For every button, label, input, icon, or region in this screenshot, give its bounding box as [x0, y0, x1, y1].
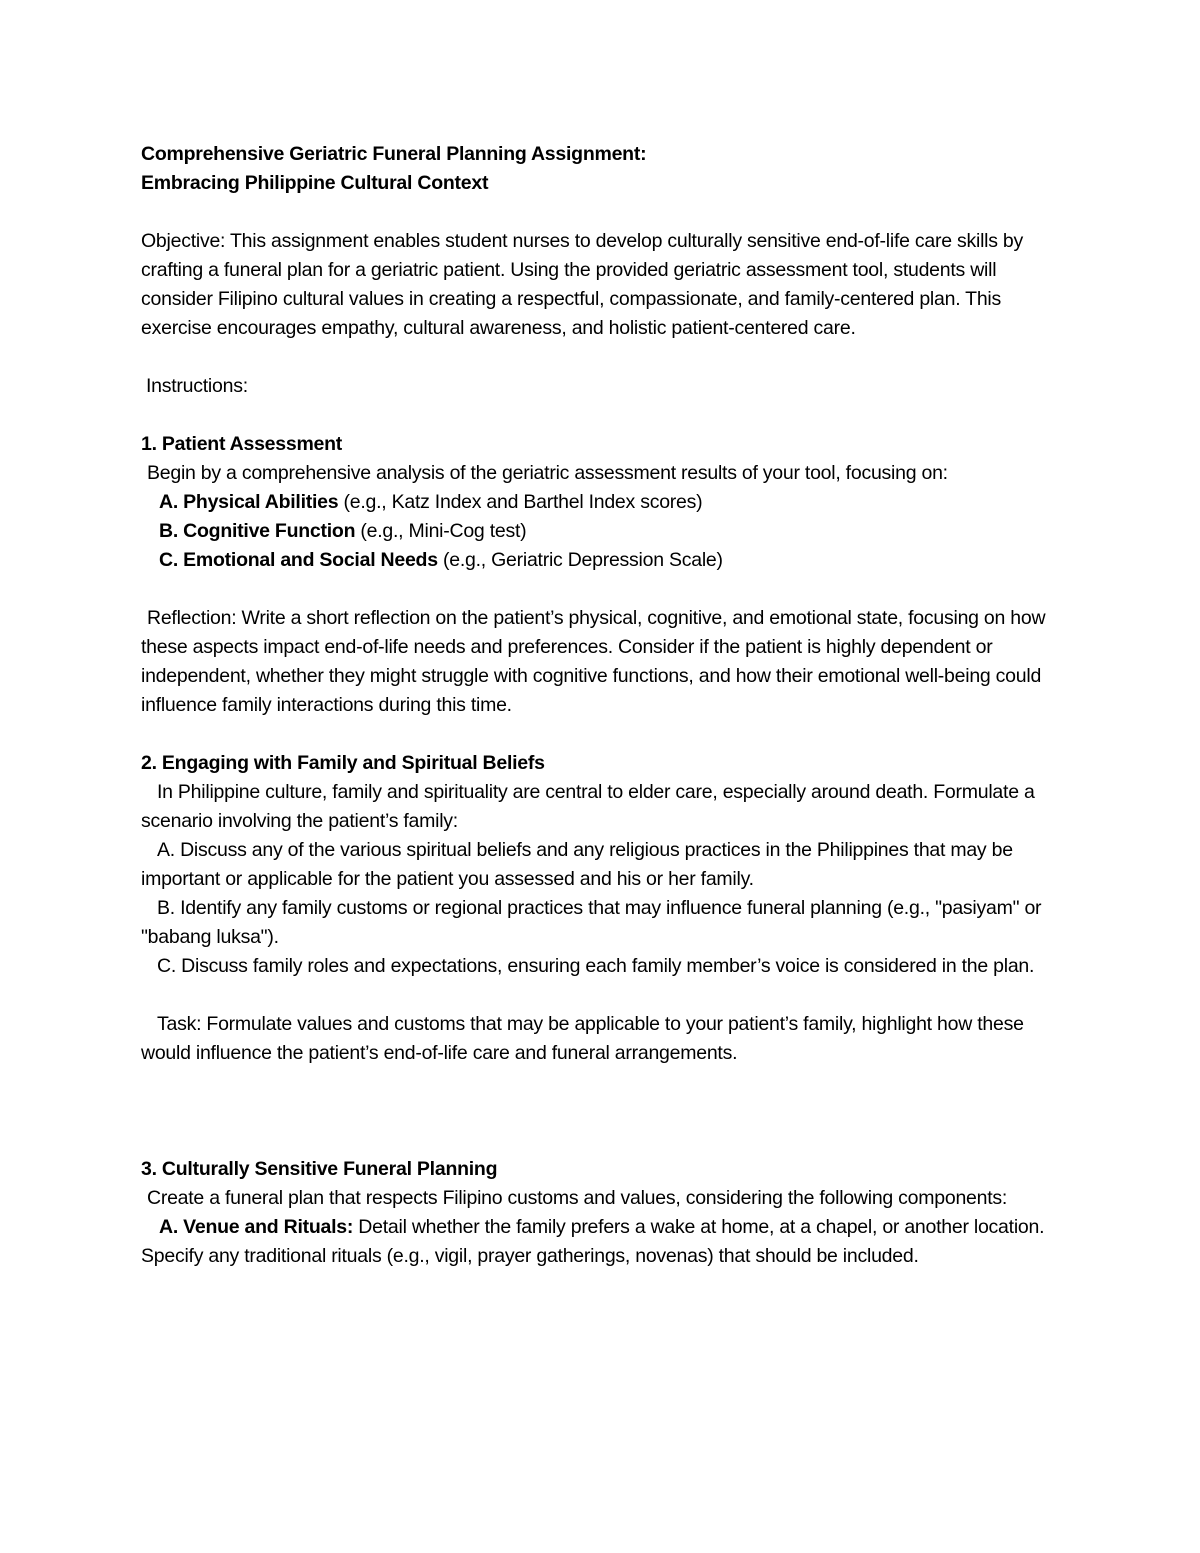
section-1-intro: Begin by a comprehensive analysis of the geriatric assessment results of your tool, focusing on:	[147, 462, 948, 484]
section-1-item-c	[141, 546, 1071, 575]
section-1-item-b	[141, 517, 1071, 546]
section-1-reflection: Reflection: Write a short reflection on the patient’s physical, cognitive, and emotional state, focusing on how these aspects impact end-of-life needs and preferences. Consider if the patient is highly dependent or independent, whether they might struggle with cognitive functions, and how their emotional well-being could influence family interactions during this time.	[141, 607, 1046, 716]
instructions-label: Instructions:	[146, 375, 248, 397]
section-1-item-c-text: (e.g., Geriatric Depression Scale)	[437, 549, 723, 571]
section-2-heading: 2. Engaging with Family and Spiritual Beliefs	[141, 752, 545, 774]
section-2-intro: In Philippine culture, family and spirituality are central to elder care, especially around death. Formulate a scenario involving the patient’s family:	[141, 781, 1035, 832]
document-title-line-2: Embracing Philippine Cultural Context	[141, 172, 489, 194]
section-2-task: Task: Formulate values and customs that may be applicable to your patient’s family, highlight how these would influence the patient’s end-of-life care and funeral arrangements.	[141, 1013, 1024, 1064]
section-1-item-c-label: C. Emotional and Social Needs	[159, 549, 438, 571]
section-3-item-a	[141, 1213, 1071, 1271]
section-2-item-a: A. Discuss any of the various spiritual beliefs and any religious practices in the Philippines that may be important or applicable for the patient you assessed and his or her family.	[141, 839, 1013, 890]
section-2-item-b: B. Identify any family customs or regional practices that may influence funeral planning (e.g., "pasiyam" or "babang luksa").	[141, 897, 1042, 948]
objective-paragraph: Objective: This assignment enables student nurses to develop culturally sensitive end-of-life care skills by crafting a funeral plan for a geriatric patient. Using the provided geriatric assessment tool, students will consider Filipino cultural values in creating a respectful, compassionate, and family-centered plan. This exercise encourages empathy, cultural awareness, and holistic patient-centered care.	[141, 230, 1024, 339]
section-1-item-a-text: (e.g., Katz Index and Barthel Index scores)	[338, 491, 703, 513]
section-2-item-c: C. Discuss family roles and expectations, ensuring each family member’s voice is considered in the plan.	[157, 955, 1035, 977]
section-3-item-a-label: A. Venue and Rituals:	[159, 1216, 354, 1238]
section-3-item-a-text: Detail whether the family prefers a wake at home, at a chapel, or another location. Specify any traditional rituals (e.g., vigil, prayer gatherings, novenas) that should be included.	[141, 1216, 1045, 1267]
document-title-line-1: Comprehensive Geriatric Funeral Planning Assignment:	[141, 143, 647, 165]
section-1-heading: 1. Patient Assessment	[141, 433, 343, 455]
section-1-item-b-label: B. Cognitive Function	[159, 520, 356, 542]
document-page	[141, 140, 1071, 1271]
section-1-item-b-text: (e.g., Mini-Cog test)	[355, 520, 527, 542]
section-3-intro: Create a funeral plan that respects Filipino customs and values, considering the following components:	[147, 1187, 1008, 1209]
section-1-item-a	[141, 488, 1071, 517]
section-3-heading: 3. Culturally Sensitive Funeral Planning	[141, 1158, 498, 1180]
section-1-item-a-label: A. Physical Abilities	[159, 491, 339, 513]
